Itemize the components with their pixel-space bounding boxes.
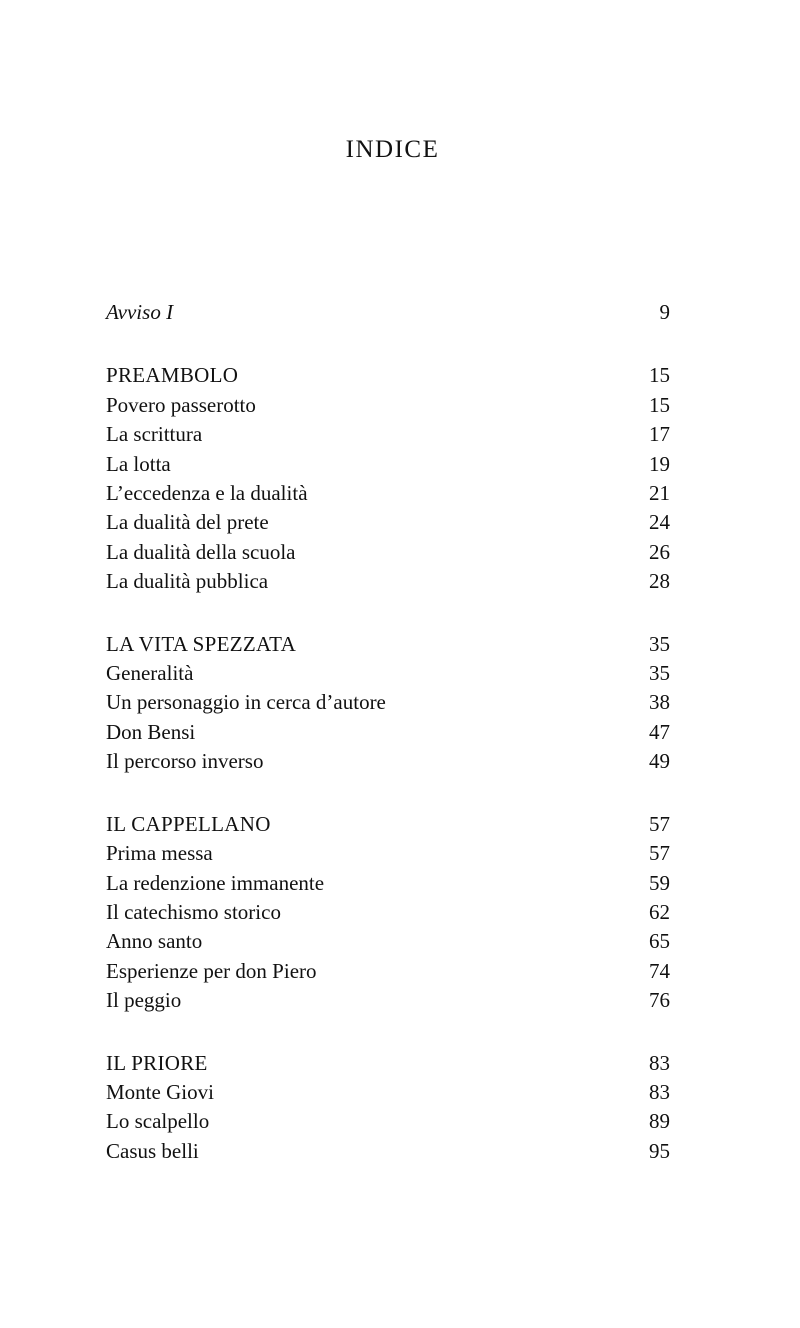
toc-entry-page: 15 [649, 392, 670, 417]
section-gap [106, 597, 670, 630]
toc-section-priore [106, 1049, 670, 1078]
toc-entry-page: 28 [649, 569, 670, 594]
toc-section-title: PREAMBOLO [106, 363, 239, 388]
toc-entry-page: 15 [649, 363, 670, 388]
toc-entry-title: La scrittura [106, 422, 203, 447]
toc-entry [106, 659, 670, 688]
toc-entry-title: Esperienze per don Piero [106, 958, 317, 983]
toc-entry-page: 35 [649, 661, 670, 686]
toc-section-title: LA VITA SPEZZATA [106, 631, 297, 656]
toc-entry-title: Casus belli [106, 1138, 199, 1163]
toc-entry [106, 747, 670, 776]
section-gap [106, 777, 670, 810]
toc-entry [106, 688, 670, 717]
toc-entry [106, 1137, 670, 1166]
page-title: INDICE [345, 136, 440, 163]
toc-entry-page: 49 [649, 749, 670, 774]
toc-entry-title: Prima messa [106, 841, 213, 866]
toc-entry-page: 57 [649, 811, 670, 836]
toc-entry [106, 898, 670, 927]
toc-entry-title: Un personaggio in cerca d’autore [106, 690, 386, 715]
toc-entry-page: 65 [649, 929, 670, 954]
toc-entry-title: Il catechismo storico [106, 899, 281, 924]
toc-entry-page: 47 [649, 719, 670, 744]
toc-entry [106, 718, 670, 747]
toc-entry-title: Anno santo [106, 929, 203, 954]
toc-entry-title: La redenzione immanente [106, 870, 325, 895]
toc-entry-page: 57 [649, 841, 670, 866]
toc-entry-page: 83 [649, 1050, 670, 1075]
toc-entry [106, 538, 670, 567]
toc-entry-title: La dualità del prete [106, 510, 269, 535]
toc-entry-title: La dualità della scuola [106, 539, 296, 564]
toc-entry-page: 95 [649, 1138, 670, 1163]
toc-entry-page: 21 [649, 481, 670, 506]
toc-entry [106, 479, 670, 508]
toc-entry-title: Lo scalpello [106, 1109, 210, 1134]
toc-entry-title: Il peggio [106, 988, 182, 1013]
toc-entry-page: 26 [649, 539, 670, 564]
toc-entry-title: L’eccedenza e la dualità [106, 481, 308, 506]
toc-section-title: IL CAPPELLANO [106, 811, 271, 836]
toc-entry-title: La dualità pubblica [106, 569, 269, 594]
section-gap [106, 1016, 670, 1049]
toc-entry [106, 391, 670, 420]
toc-section-vita-spezzata [106, 630, 670, 659]
toc-entry [106, 839, 670, 868]
toc-entry-title: Generalità [106, 661, 194, 686]
toc-entry [106, 420, 670, 449]
toc-entry [106, 567, 670, 596]
toc-entry [106, 869, 670, 898]
toc-entry-page: 89 [649, 1109, 670, 1134]
toc-entry-title: Povero passerotto [106, 392, 256, 417]
toc-section-title: IL PRIORE [106, 1050, 208, 1075]
toc-entry-page: 24 [649, 510, 670, 535]
toc-entry-title: Monte Giovi [106, 1079, 214, 1104]
toc-entry-page: 35 [649, 631, 670, 656]
toc-entry-title: Don Bensi [106, 719, 196, 744]
toc-entry [106, 957, 670, 986]
toc-section-cappellano [106, 810, 670, 839]
toc-entry-page: 19 [649, 451, 670, 476]
toc-entry-page: 9 [659, 300, 670, 324]
toc-entry-page: 74 [649, 958, 670, 983]
toc-entry-title: Avviso I [106, 300, 174, 324]
toc-entry-page: 38 [649, 690, 670, 715]
toc-entry [106, 986, 670, 1015]
toc-entry-page: 59 [649, 870, 670, 895]
toc-entry-title: La lotta [106, 451, 171, 476]
toc-entry-title: Il percorso inverso [106, 749, 264, 774]
toc-entry-page: 62 [649, 899, 670, 924]
toc-entry [106, 450, 670, 479]
toc-section-preambolo [106, 361, 670, 390]
section-gap [106, 327, 670, 361]
toc-entry [106, 927, 670, 956]
toc-entry-page: 83 [649, 1079, 670, 1104]
toc-entry-avviso [106, 298, 670, 327]
toc-entry-page: 17 [649, 422, 670, 447]
toc-entry [106, 1078, 670, 1107]
toc-entry [106, 1107, 670, 1136]
toc-entry [106, 508, 670, 537]
toc-entry-page: 76 [649, 988, 670, 1013]
table-of-contents [106, 298, 670, 1166]
